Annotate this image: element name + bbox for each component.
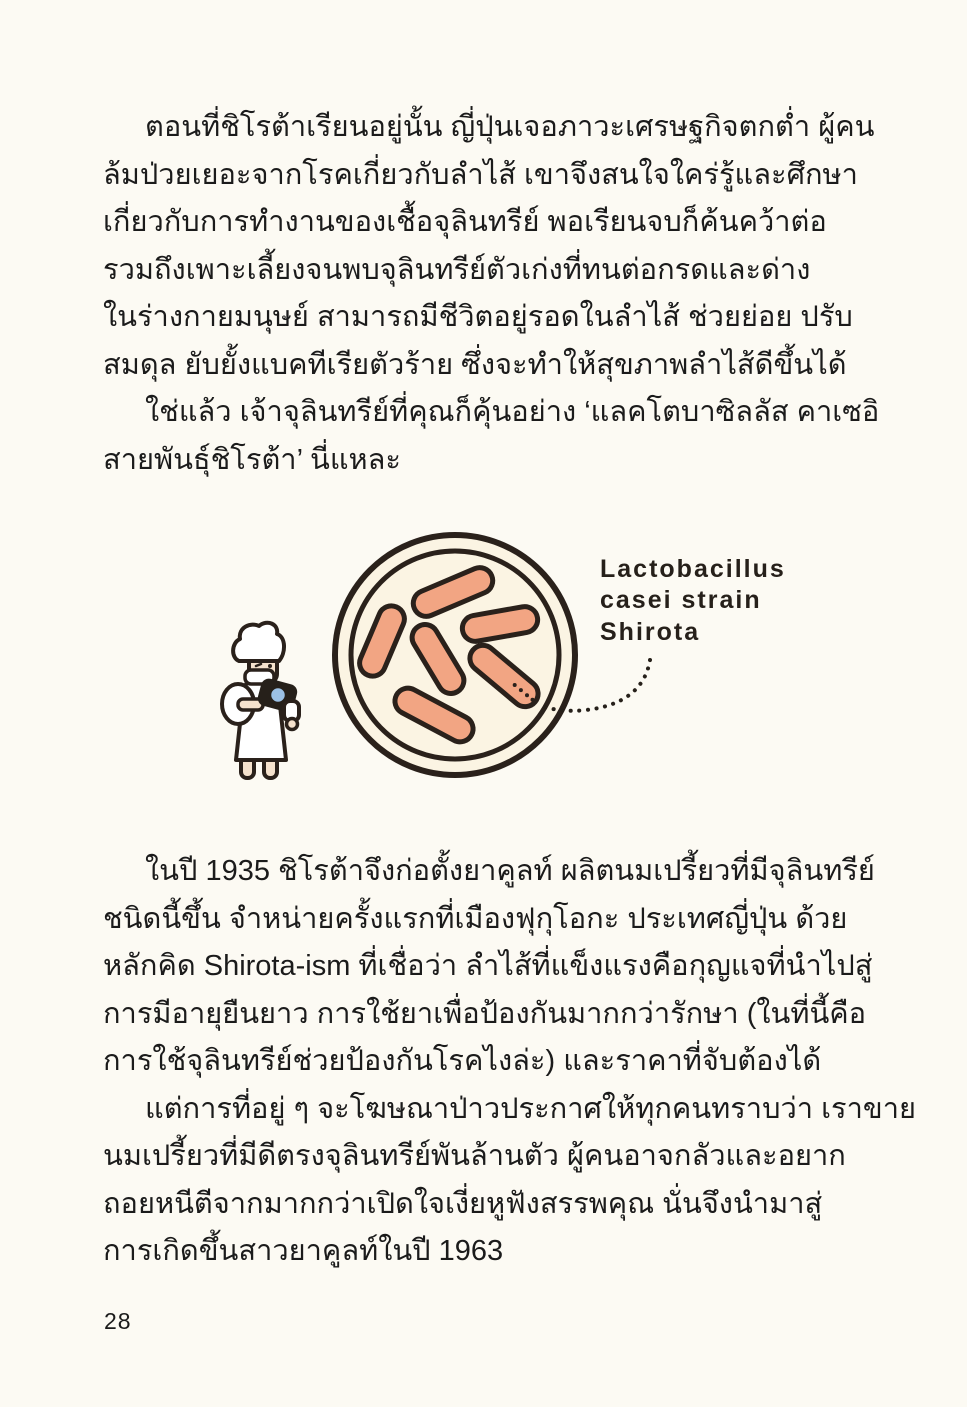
page-number: 28 <box>104 1308 132 1334</box>
text-line: ใช่แล้ว เจ้าจุลินทรีย์ที่คุณก็คุ้นอย่าง ‘แลคโตบาซิลลัส คาเซอิ <box>145 396 880 428</box>
bacteria-label-line: casei strain <box>600 586 762 614</box>
character-eye <box>268 664 272 668</box>
scientist-character <box>222 623 299 778</box>
text-line: ชนิดนี้ขึ้น จำหน่ายครั้งแรกที่เมืองฟุกุโอกะ ประเทศญี่ปุ่น ด้วย <box>103 902 848 935</box>
text-line: ถอยหนีตีจากมากกว่าเปิดใจเงี่ยหูฟังสรรพคุณ นั่นจึงนำมาสู่ <box>103 1187 823 1220</box>
petri-dish <box>335 535 575 775</box>
text-line: ในร่างกายมนุษย์ สามารถมีชีวิตอยู่รอดในลำไส้ ช่วยย่อย ปรับ <box>103 301 853 333</box>
text-line: ตอนที่ชิโรต้าเรียนอยู่นั้น ญี่ปุ่นเจอภาวะเศรษฐกิจตกต่ำ ผู้คน <box>145 111 875 143</box>
chef-cap <box>233 623 284 661</box>
bacteria-label-line: Lactobacillus <box>600 555 786 583</box>
text-line: การมีอายุยืนยาว การใช้ยาเพื่อป้องกันมากกว่ารักษา (ในที่นี้คือ <box>103 997 867 1030</box>
text-block-upper <box>103 104 878 484</box>
text-line: หลักคิด Shirota-ism ที่เชื่อว่า ลำไส้ที่แข็งแรงคือกุญแจที่นำไปสู่ <box>103 950 873 982</box>
illustration <box>208 520 808 810</box>
text-line: สายพันธุ์ชิโรต้า’ นี่แหละ <box>103 443 401 476</box>
camera-lens <box>270 687 286 703</box>
bacteria-label-line: Shirota <box>600 618 701 646</box>
character-hand <box>287 719 298 730</box>
bacteria-label <box>600 555 786 646</box>
text-block-lower <box>103 848 916 1276</box>
text-line: นมเปรี้ยวที่มีดีตรงจุลินทรีย์พันล้านตัว ผู้คนอาจกลัวและอยาก <box>103 1140 846 1172</box>
text-line: สมดุล ยับยั้งแบคทีเรียตัวร้าย ซึ่งจะทำให้สุขภาพลำไส้ดีขึ้นได้ <box>103 348 847 381</box>
text-line: แต่การที่อยู่ ๆ จะโฆษณาป่าวประกาศให้ทุกคนทราบว่า เราขาย <box>145 1092 916 1125</box>
paragraph-4 <box>103 1086 916 1276</box>
paragraph-1 <box>103 104 878 389</box>
paragraph-2 <box>103 389 878 484</box>
text-line: เกี่ยวกับการทำงานของเชื้อจุลินทรีย์ พอเรียนจบก็ค้นคว้าต่อ <box>103 206 827 238</box>
text-line: การเกิดขึ้นสาวยาคูลท์ในปี 1963 <box>103 1235 504 1267</box>
text-line: ล้มป่วยเยอะจากโรคเกี่ยวกับลำไส้ เขาจึงสนใจใคร่รู้และศึกษา <box>103 158 858 191</box>
paragraph-3 <box>103 848 878 1086</box>
text-line: รวมถึงเพาะเลี้ยงจนพบจุลินทรีย์ตัวเก่งที่ทนต่อกรดและด่าง <box>103 253 811 286</box>
text-line: ในปี 1935 ชิโรต้าจึงก่อตั้งยาคูลท์ ผลิตนมเปรี้ยวที่มีจุลินทรีย์ <box>145 855 875 887</box>
text-line: การใช้จุลินทรีย์ช่วยป้องกันโรคไงล่ะ) และราคาที่จับต้องได้ <box>103 1045 822 1077</box>
